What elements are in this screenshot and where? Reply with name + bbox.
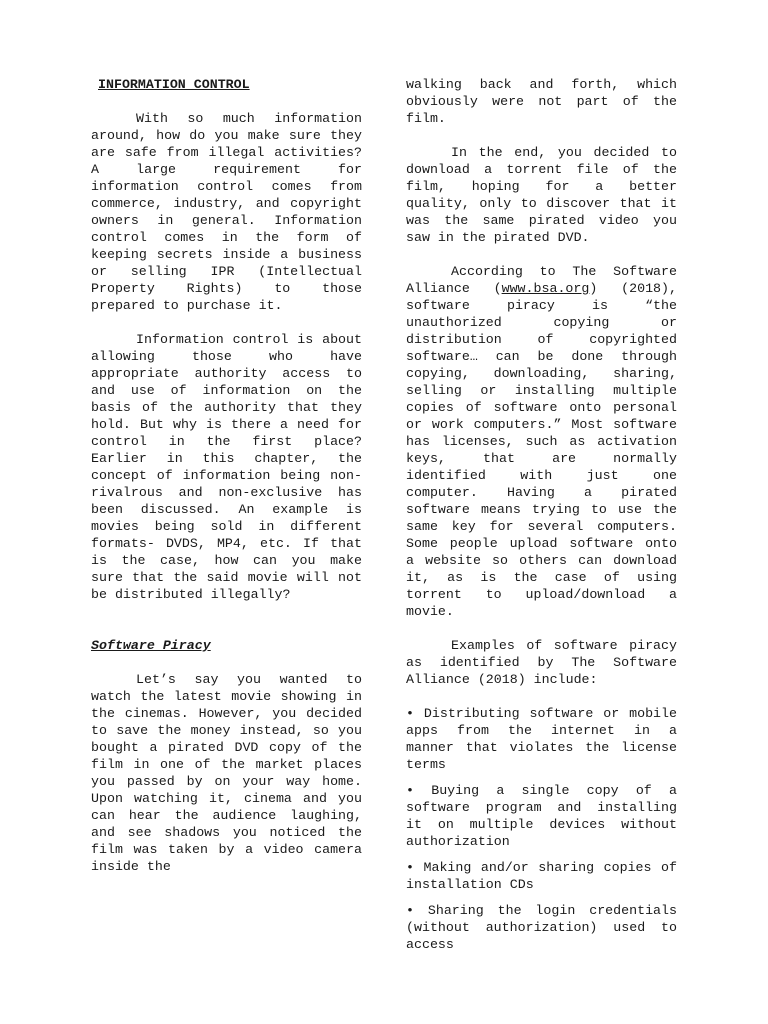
bullet-item-distributing: • Distributing software or mobile apps from the internet in a manner that violates the license terms	[406, 706, 677, 772]
definition-text-after: ) (2018), software piracy is “the unauthorized copying or distribution of copyrighted software… can be done through copying, downloading, sharing, selling or installing multiple copies of software onto personal or work computers.” Most software has licenses, such as activation keys, that are normally identified with just one computer. Having a pirated software means trying to use the same key for several computers. Some people upload software onto a website so others can download it, as is the case of using torrent to upload/download a movie.	[406, 281, 677, 619]
paragraph-definition	[406, 263, 677, 620]
paragraph-information-control: Information control is about allowing those who have appropriate authority access to and use of information on the basis of the authority that they hold. But why is there a need for control in the first place? Earlier in this chapter, the concept of information being non-rivalrous and non-exclusive has been discussed. An example is movies being sold in different formats- DVDS, MP4, etc. If that is the case, how can you make sure that the said movie will not be distributed illegally?	[91, 332, 362, 602]
paragraph-examples-intro: Examples of software piracy as identified by The Software Alliance (2018) include:	[406, 638, 677, 687]
bullet-item-login-credentials: • Sharing the login credentials (without authorization) used to access	[406, 903, 677, 952]
left-column	[91, 76, 362, 892]
section-title: INFORMATION CONTROL	[98, 77, 250, 92]
paragraph-intro: With so much information around, how do you make sure they are safe from illegal activities? A large requirement for information control comes from commerce, industry, and copyright owners in general. Information control comes in the form of keeping secrets inside a business or selling IPR (Intellectual Property Rights) to those prepared to purchase it.	[91, 111, 362, 313]
right-column	[406, 76, 677, 962]
paragraph-movie-example: Let’s say you wanted to watch the latest movie showing in the cinemas. However, you decided to save the money instead, so you bought a pirated DVD copy of the film in one of the market places you passed by on your way home. Upon watching it, cinema and you can hear the audience laughing, and see shadows you noticed the film was taken by a video camera inside the	[91, 672, 362, 874]
paragraph-torrent: In the end, you decided to download a torrent file of the film, hoping for a better quality, only to discover that it was the same pirated video you saw in the pirated DVD.	[406, 145, 677, 245]
spacer	[91, 620, 362, 637]
bsa-link[interactable]: www.bsa.org	[501, 281, 590, 296]
bullet-item-installation-cds: • Making and/or sharing copies of installation CDs	[406, 860, 677, 892]
definition-text-before: According to The Software Alliance (	[406, 264, 677, 296]
subheading-software-piracy: Software Piracy	[91, 638, 211, 653]
paragraph-continued: walking back and forth, which obviously were not part of the film.	[406, 77, 677, 126]
bullet-item-single-copy: • Buying a single copy of a software program and installing it on multiple devices without authorization	[406, 783, 677, 849]
